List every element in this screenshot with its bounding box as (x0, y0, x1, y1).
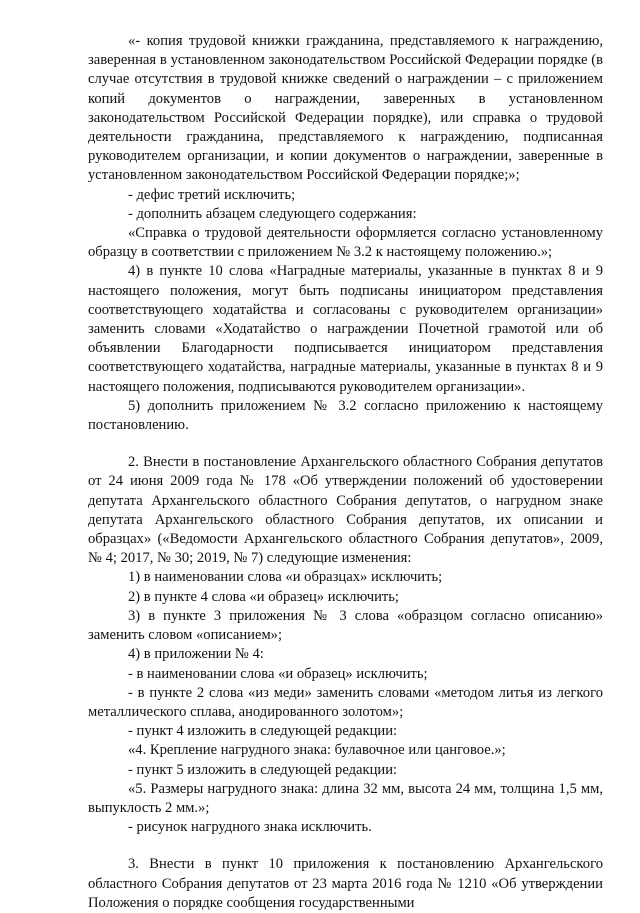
paragraph-item: 4) в приложении № 4: (128, 646, 264, 663)
paragraph-punkt-5: 5) дополнить приложением № 3.2 согласно приложению к настоящему постановлению. (88, 397, 603, 434)
paragraph-item: - дефис третий исключить; (128, 186, 296, 203)
paragraph-trud-knizhka: «- копия трудовой книжки гражданина, представляемого к награждению, заверенная в установленном законодательством Российской Федерации порядке (в случае отсутствия в трудовой книжке сведений о награждении – с приложением копий документов о награждении, заверенных в установленном законодательством Российской Федерации порядке), или справка о трудовой деятельности гражданина, представляемого к награждению, подписанная руководителем организации, и копии документов о награждении, заверенные в установленном законодательством Российской Федерации порядке;»; (88, 33, 603, 184)
paragraph-item: - в пункте 2 слова «из меди» заменить словами «методом литья из легкого металлического сплава, анодированного золотом»; (88, 684, 603, 720)
paragraph-item: «5. Размеры нагрудного знака: длина 32 мм, высота 24 мм, толщина 1,5 мм, выпуклость 2 мм.»; (88, 780, 603, 816)
paragraph-spravka: «Справка о трудовой деятельности оформляется согласно установленному образцу в соответствии с приложением № 3.2 к настоящему положению.»; (88, 225, 603, 261)
paragraph-item: 1) в наименовании слова «и образцах» исключить; (128, 569, 443, 586)
paragraph-item: - в наименовании слова «и образец» исключить; (128, 665, 428, 682)
paragraph-punkt-4: 4) в пункте 10 слова «Наградные материалы, указанные в пунктах 8 и 9 настоящего положения, могут быть подписаны инициатором представления соответствующего ходатайства и согласованы с руководителем организации» заменить словами «Ходатайство о награждении Почетной грамотой или об объявлении Благодарности подписывается инициатором представления соответствующего ходатайства, наградные материалы, указанные в пунктах 8 и 9 настоящего положения, подписываются руководителем организации». (88, 263, 603, 395)
paragraph-item: - дополнить абзацем следующего содержания: (128, 205, 417, 222)
paragraph-section-3: 3. Внести в пункт 10 приложения к постановлению Архангельского областного Собрания депутатов от 23 марта 2016 года № 1210 «Об утверждении Положения о порядке сообщения государственными (88, 856, 603, 911)
paragraph-item: 2) в пункте 4 слова «и образец» исключить; (128, 588, 399, 605)
paragraph-item: - пункт 5 изложить в следующей редакции: (128, 761, 398, 778)
document-body (88, 32, 603, 913)
paragraph-item: «4. Крепление нагрудного знака: булавочное или цанговое.»; (128, 742, 506, 759)
paragraph-item: 3) в пункте 3 приложения № 3 слова «образцом согласно описанию» заменить словом «описанием»; (88, 607, 603, 644)
paragraph-item: - пункт 4 изложить в следующей редакции: (128, 723, 398, 740)
paragraph-item: - рисунок нагрудного знака исключить. (128, 819, 372, 836)
paragraph-section-2: 2. Внести в постановление Архангельского областного Собрания депутатов от 24 июня 2009 года № 178 «Об утверждении положений об удостоверении депутата Архангельского областного Собрания депутатов, о нагрудном знаке депутата Архангельского областного Собрания депутатов, их описании и образцах» («Ведомости Архангельского областного Собрания депутатов», 2009, № 4; 2017, № 30; 2019, № 7) следующие изменения: (88, 454, 603, 567)
